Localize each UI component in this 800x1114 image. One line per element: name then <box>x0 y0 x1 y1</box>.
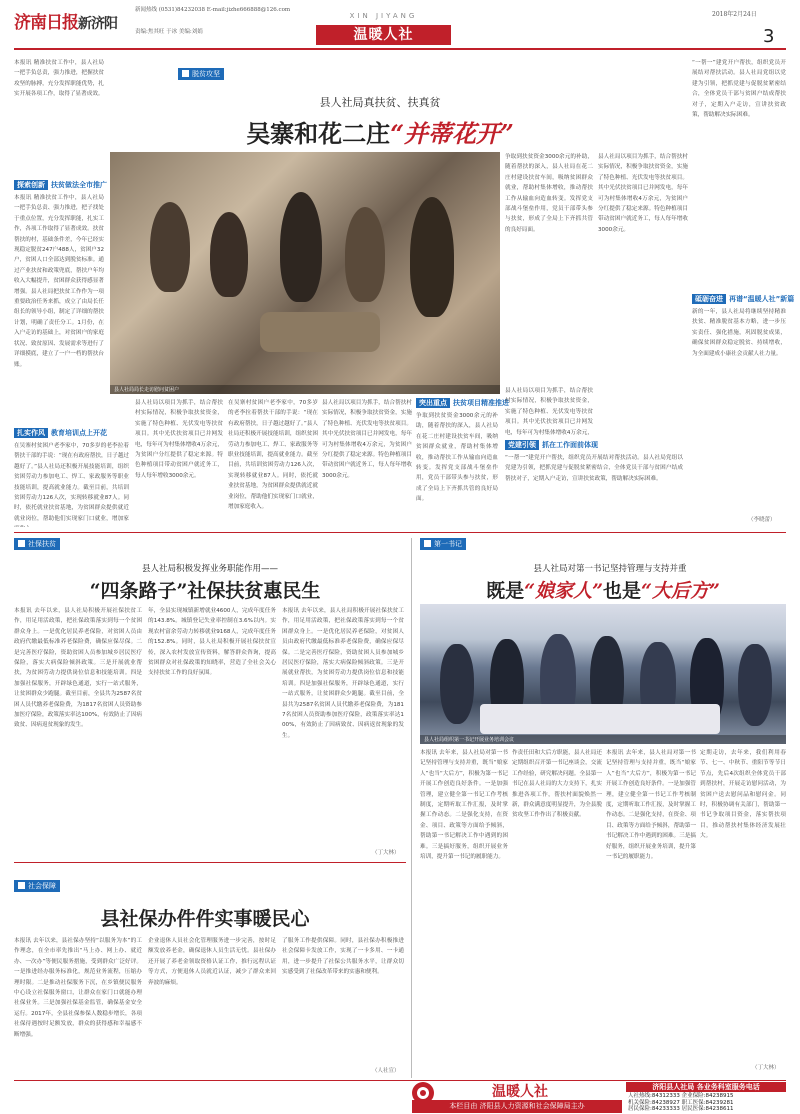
story1-col3c: 县人社局以项目为抓手，结合帮扶村实际情况，积极争取扶贫资金，实施了特色种植、光伏发电等扶贫项目。其中光伏扶贫项目已并网发电，每年可为村集体增收4万余元，为贫困户分红提供了稳定来源。特色种植项目带动贫困户就近务工，每人每年增收3000余元。 <box>322 400 412 479</box>
story3-col2: 作责任田和大后方职能，县人社局还定期组织召开第一书记座谈会，交流工作经验，研究解决问题。全县第一书记在县人社局的大力支持下，扎实推进各项工作，帮扶村面貌焕然一新，群众满意度明显提升，为全县脱贫攻坚工作作出了积极贡献。 <box>512 750 602 819</box>
masthead-rule <box>14 48 786 50</box>
story2-author: （丁大林） <box>372 850 400 856</box>
newspaper-logo: 济南日报新济阳 <box>14 13 117 33</box>
story2-col3: 本报讯 去年以来，县人社局积极开展社保扶贫工作，用足用活政策，把社保政策落实到每一个贫困群众身上。一是优化居民养老保险，对贫困人员由政府代缴最低标准养老保险费，确保应保尽保。二是完善医疗保险，资助贫困人员参加城乡居民医疗保险，落实大病保险倾斜政策。三是开展就业帮扶，为贫困劳动力提供岗位信息和技能培训。四是加强社保服务，开辟绿色通道，实行一站式服务，让贫困群众少跑腿。截至目前，全县共为2587名贫困人员代缴养老保险费，为1817名贫困人员资助参加医疗保险，政策落实率达100%，有效防止了因病致贫、因病返贫现象的发生。 <box>282 608 404 739</box>
story2-headline: “四条路子”社保扶贫惠民生 <box>89 580 321 602</box>
phone-row: 居民保险:84233333 居民医保:84238611 <box>628 1106 734 1113</box>
footer-brand: 温暖人社 <box>492 1084 548 1100</box>
section-tag-social-security: 社保扶贫 <box>14 538 60 550</box>
phone-row: 机关保险:84238927 职工医保:84239281 <box>628 1099 734 1106</box>
hotline-info: 新闻热线 (0531)84232038 E-mail:jizhe666888@126.com <box>135 7 291 13</box>
story1-col2: 在吴寨村贫困户老李家中，70多岁的老李拉着帮扶干部的手说：“现在有政府帮扶，日子越过越好了。”县人社局还积极开展技能培训，组织贫困劳动力参加电工、焊工、家政服务等职业技能培训，提高就业能力。截至目前，共培训贫困劳动力126人次，实现转移就业87人。同时，依托就业扶贫基地，为贫困群众提供就近就业岗位，帮助他们实现家门口就业，增加家 <box>14 443 129 522</box>
story3-col1: 本报讯 去年来，县人社局对第一书记坚持管理与支持并重，既当“娘家人”也当“大后方”，积极为第一书记开展工作创造良好条件。一是加强管理，建立健全第一书记工作考核制度，定期听取工作汇报，及时掌握工作动态。二是强化支持，在资金、项目、政策等方面给予倾斜，帮助第一书记解决工作中遇到的困难。三是搞好服务，组织开展业务培训，提升第一书记的履职能力。 <box>420 750 508 861</box>
story3-author: （丁大林） <box>752 1065 780 1071</box>
story1-col5a: 争取到扶贫资金3000余元的补助，随着帮扶的深入，县人社局在花二庄村建设扶贫车间，吸纳贫困群众就业，帮助村集体增收，推动帮扶工作从输血向造血转变。发挥党支部战斗堡垒作用，党员干部带头参与扶贫，形成了全局上下齐抓共管的良好局面。 <box>416 413 498 503</box>
page-number: 3 <box>763 26 775 47</box>
divider-2 <box>14 862 406 863</box>
story3-col4: 定期走访，去年来，我们利用春节、七一、中秋节、重阳节等节日节点，先后4次组织全体党员干部到帮扶村，开展走访慰问活动，为贫困户送去慰问品和慰问金。同时，积极协调有关部门，帮助第一书记争取项目资金，落实帮扶项目，推动帮扶村集体经济发展壮大。 <box>700 750 786 840</box>
story1-col4b: 县人社局以项目为抓手，结合帮扶村实际情况，积极争取扶贫资金，实施了特色种植、光伏发电等扶贫项目。其中光伏扶贫项目已并网发电，每年可为村集体增收4万余元，为贫困户分红提供了稳定来源。特色种植项目带动贫困户就近务工，每人每年增收3000余元。 <box>598 154 688 233</box>
editor-credits: 责编:焦其旺 于冰 美编:刘娟 <box>135 29 203 35</box>
story1-photo <box>110 152 500 394</box>
story1-kicker: 县人社局真扶贫、扶真贫 <box>319 96 441 109</box>
story3-photo-caption: 县人社局组织第一书记开展业务培训会议 <box>420 735 786 744</box>
story3-kicker: 县人社局对第一书记坚持管理与支持并重 <box>533 564 687 574</box>
section-banner: 温暖人社 <box>316 25 451 45</box>
story2-col1: 本报讯 去年以来，县人社局积极开展社保扶贫工作，用足用活政策，把社保政策落实到每一个贫困群众身上。一是优化居民养老保险，对贫困人员由政府代缴最低标准养老保险费，确保应保尽保。二是完善医疗保险，资助贫困人员参加城乡居民医疗保险，落实大病保险倾斜政策。三是开展就业帮扶，为贫困劳动力提供岗位信息和技能培训。四是加强社保服务，开辟绿色通道，实行一站式服务，让贫困群众少跑腿。截至目前，全县共为2587名贫困人员代缴养老保险费，为1817名贫困人员资助参加医疗保险，政策落实率达100%，有效防止了因病致贫、因病返贫现象的发生。 <box>14 608 142 729</box>
story1-col7: 新的一年，县人社局将继续坚持精准扶贫、精准脱贫基本方略，进一步压实责任、强化措施，巩固脱贫成果，确保贫困群众稳定脱贫、持续增收，为全面建成小康社会贡献人社力量。 <box>692 309 786 357</box>
story1-col6: “一帮一”建党开户帮扶，组织党员开展结对帮扶活动。县人社局党组以党建为引领，把抓党建与促脱贫紧密结合，全体党员干部与贫困户结成帮扶对子，定期入户走访，宣讲扶贫政策，帮助解决实际困难。 <box>692 60 786 119</box>
divider-1 <box>14 532 786 533</box>
story1-subhead-3: 突出重点 扶贫项目精准推进 <box>416 398 509 408</box>
story4-author: （人社宣） <box>372 1068 400 1074</box>
story1-col4: 争取到扶贫资金3000余元的补助，随着帮扶的深入，县人社局在花二庄村建设扶贫车间，吸纳贫困群众就业，帮助村集体增收，推动帮扶工作从输血向造血转变。发挥党支部战斗堡垒作用，党员干部带头参与扶贫，形成了全局上下齐抓共管的良好局面。 <box>505 154 593 233</box>
story1-headline: 吴寨和花二庄“并蒂花开” <box>246 119 514 148</box>
story1-col3b: 在吴寨村贫困户老李家中，70多岁的老李拉着帮扶干部的手说：“现在有政府帮扶，日子越过越好了。”县人社局还积极开展技能培训，组织贫困劳动力参加电工、焊工、家政服务等职业技能培训，提高就业能力。截至目前，共培训贫困劳动力126人次，实现转移就业87人。同时，依托就业扶贫基地，为贫困群众提供就近就业岗位，帮助他们实现家门口就业，增加家庭收入。 <box>228 400 318 511</box>
footer-sponsor: 本栏目由 济阳县人力资源和社会保障局主办 <box>412 1100 622 1113</box>
phone-list <box>628 1093 733 1113</box>
story4-col3: 了服务工作提供保障。同时，县社保办积极推进社会保障卡发放工作，实现了一卡多用、一卡通用，进一步提升了社保公共服务水平，让群众切实感受到了社保改革带来的实惠和便利。 <box>282 938 404 976</box>
story4-col1: 本报讯 去年以来，县社保办坚持“以服务为本”的工作理念，在全市率先推出“马上办、网上办、就近办、一次办”等便民服务措施，受到群众广泛好评。一是推进经办服务标准化，规范业务流程，压缩办理时限。二是推动社保服务下沉，在乡镇便民服务中心设立社保服务窗口，让群众在家门口就能办理社保业务。三是加强社保基金监管，确保基金安全运行。2017年，全县社保参保人数稳步增长，各项社保待遇按时足额发放，群众的获得感和幸福感不断增强。 <box>14 938 142 1038</box>
story3-headline: 既是“娘家人”也是“大后方” <box>486 580 720 602</box>
column-divider <box>411 538 412 1078</box>
story1-subhead-1: 探索创新 扶贫做法全市推广 <box>14 180 107 190</box>
story3-col3: 本报讯 去年来，县人社局对第一书记坚持管理与支持并重，既当“娘家人”也当“大后方”，积极为第一书记开展工作创造良好条件。一是加强管理，建立健全第一书记工作考核制度，定期听取工作汇报，及时掌握工作动态。二是强化支持，在资金、项目、政策等方面给予倾斜，帮助第一书记解决工作中遇到的困难。三是搞好服务，组织开展业务培训，提升第一书记的履职能力。 <box>606 750 696 861</box>
section-english-title: XIN JIYANG <box>349 12 418 20</box>
directory-title: 济阳县人社局 各业务科室服务电话 <box>626 1082 786 1092</box>
story1-col1: 本报讯 精准扶贫工作中，县人社局一把手负总责、强力推进，把子找处于重点位置，充分发挥职能，扎实工作，各项工作取得了显著成效。扶贫帮扶的村，基础条件差，今年已经实现稳定脱贫247户488人，贫困户32户，贫困人口全部达到脱贫标准。通过产业扶贫和政策兜底，帮扶户年均收入大幅提升，贫困群众获得感显著增强。县人社局把扶贫工作作为一项重要政治任务来抓，成立了由局长任组长的领导小组，制定了详细的帮扶计划，明确了责任分工。1月份，在入户走访的基础上，对贫困户的家庭状况、致贫原因、发展需求等进行了详细摸底，建立了一户一档的帮扶台账。 <box>14 195 104 368</box>
story3-photo <box>420 604 786 744</box>
story2-kicker: 县人社局积极发挥业务职能作用—— <box>141 564 278 574</box>
story1-subhead-2: 扎实作风 教育培训点上开花 <box>14 428 107 438</box>
phone-directory <box>626 1082 786 1113</box>
story4-col2: 企业退休人员社会化管理服务进一步完善，按时足额发放养老金，确保退休人员生活无忧。县社保办还开展了养老金领取资格认证工作，推行远程认证等方式，方便退休人员就近认证，减少了群众来回奔波的麻烦。 <box>148 938 276 986</box>
story2-col2: 年，全县实现城镇新增就业4600人，完成年度任务的143.8%。城镇登记失业率控制在3.6%以内。实现农村富余劳动力转移就业9168人，完成年度任务的152.8%。同时，县人社局积极开展社保扶贫宣传，深入农村发放宣传资料，解答群众咨询，提高贫困群众对社保政策的知晓率，营造了全社会关心支持扶贫工作的良好氛围。 <box>148 608 276 677</box>
story1-col3a: 县人社局以项目为抓手，结合帮扶村实际情况，积极争取扶贫资金，实施了特色种植、光伏发电等扶贫项目。其中光伏扶贫项目已并网发电，每年可为村集体增收4万余元，为贫困户分红提供了稳定来源。特色种植项目带动贫困户就近务工，每人每年增收3000余元。 <box>135 400 223 479</box>
story1-subhead-4: 党建引领 抓在工作面前体现 <box>505 440 598 450</box>
story1-author: （李晓蕾） <box>748 517 776 523</box>
footer-rule <box>14 1080 786 1081</box>
story4-headline: 县社保办件件实事暖民心 <box>100 908 310 930</box>
story1-lead: 本报讯 精准扶贫工作中，县人社局一把手负总责，强力推进，把握扶贫攻坚的脉搏，充分发挥职能优势，扎实开展各项工作，取得了显著成效。 <box>14 60 104 98</box>
phone-row: 人社热线:84312333 企业保险:84238915 <box>628 1093 734 1099</box>
story1-photo-caption: 县人社局局长走访慰问贫困户 <box>110 385 500 394</box>
section-tag-social-insurance: 社会保障 <box>14 880 60 892</box>
section-tag-first-secretary: 第一书记 <box>420 538 466 550</box>
issue-date: 2018年2月24日 <box>712 11 757 18</box>
story1-subhead-5: 砥砺奋进 再谱“温暖人社”新篇 <box>692 294 794 304</box>
story1-col5b: 县人社局以项目为抓手，结合帮扶村实际情况，积极争取扶贫资金，实施了特色种植、光伏发电等扶贫项目。其中光伏扶贫项目已并网发电，每年可为村集体增收4万余元， <box>505 388 593 436</box>
story1-col5c: “一帮一”建党开户帮扶，组织党员开展结对帮扶活动。县人社局党组以党建为引领，把抓党建与促脱贫紧密结合，全体党员干部与贫困户结成帮扶对子，定期入户走访，宣讲扶贫政策，帮助解决实际困难。 <box>505 455 683 482</box>
section-tag-poverty: 脱贫攻坚 <box>178 68 224 80</box>
